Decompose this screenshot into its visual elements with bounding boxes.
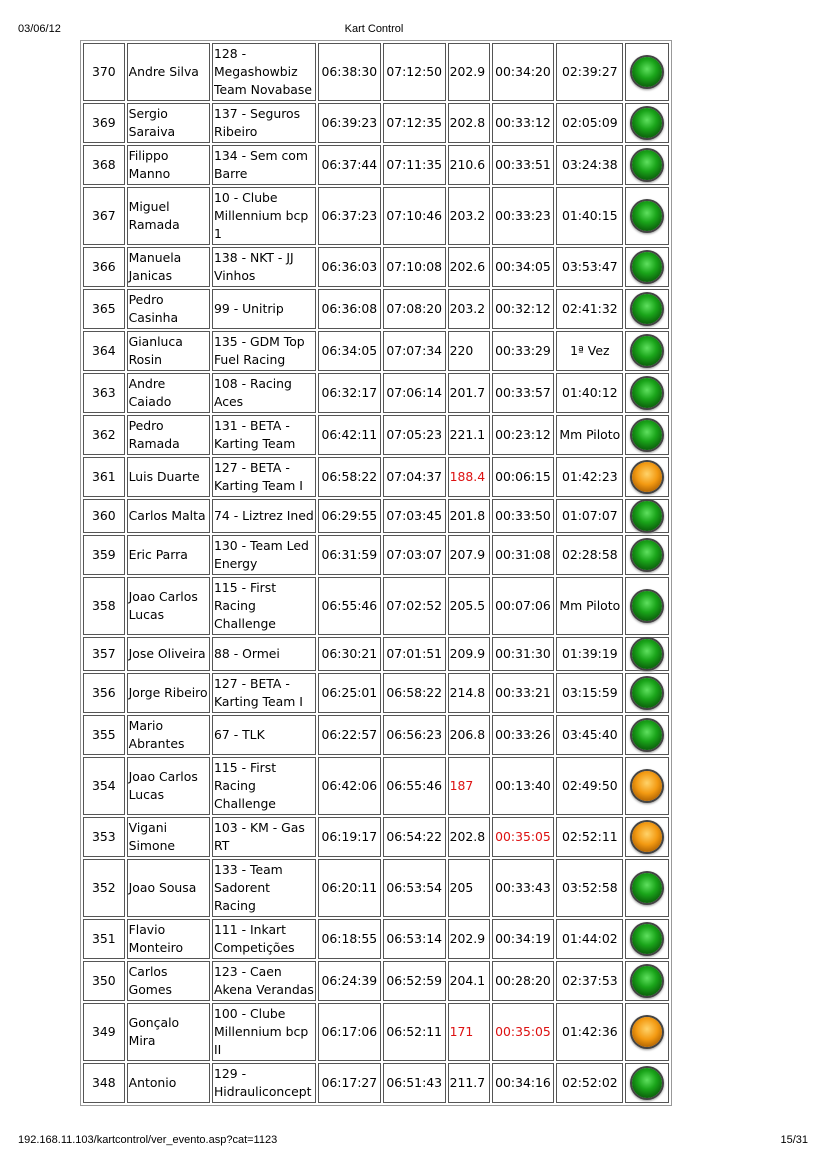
green-status-light-icon: [632, 720, 662, 750]
driver-name-cell: Filippo Manno: [127, 145, 210, 185]
table-row: [83, 247, 669, 287]
lap-time-cell: 00:33:43: [492, 859, 555, 917]
start-time-cell: 06:17:27: [318, 1063, 381, 1103]
speed-cell: 202.9: [448, 43, 490, 101]
status-cell: [625, 535, 669, 575]
page-url: 192.168.11.103/kartcontrol/ver_evento.asp?cat=1123: [18, 1134, 278, 1146]
status-cell: [625, 859, 669, 917]
end-time-cell: 07:11:35: [383, 145, 446, 185]
lap-number-cell: 348: [83, 1063, 125, 1103]
orange-status-light-icon: [632, 1017, 662, 1047]
start-time-cell: 06:38:30: [318, 43, 381, 101]
orange-status-light-icon: [632, 822, 662, 852]
start-time-cell: 06:25:01: [318, 673, 381, 713]
green-status-light-icon: [632, 678, 662, 708]
lap-number-cell: 361: [83, 457, 125, 497]
lap-number-cell: 368: [83, 145, 125, 185]
driver-name-cell: Gianluca Rosin: [127, 331, 210, 371]
driver-name-cell: Gonçalo Mira: [127, 1003, 210, 1061]
end-time-cell: 07:08:20: [383, 289, 446, 329]
best-time-cell: Mm Piloto: [556, 577, 623, 635]
green-status-light-icon: [632, 873, 662, 903]
speed-cell: 171: [448, 1003, 490, 1061]
driver-name-cell: Luis Duarte: [127, 457, 210, 497]
table-row: [83, 673, 669, 713]
team-name-cell: 10 - Clube Millennium bcp 1: [212, 187, 316, 245]
end-time-cell: 07:12:50: [383, 43, 446, 101]
status-cell: [625, 145, 669, 185]
speed-cell: 210.6: [448, 145, 490, 185]
end-time-cell: 06:54:22: [383, 817, 446, 857]
start-time-cell: 06:36:08: [318, 289, 381, 329]
end-time-cell: 07:01:51: [383, 637, 446, 671]
table-row: [83, 373, 669, 413]
start-time-cell: 06:42:11: [318, 415, 381, 455]
driver-name-cell: Flavio Monteiro: [127, 919, 210, 959]
table-row: [83, 1003, 669, 1061]
driver-name-cell: Jose Oliveira: [127, 637, 210, 671]
lap-number-cell: 366: [83, 247, 125, 287]
team-name-cell: 108 - Racing Aces: [212, 373, 316, 413]
team-name-cell: 127 - BETA - Karting Team I: [212, 673, 316, 713]
driver-name-cell: Miguel Ramada: [127, 187, 210, 245]
green-status-light-icon: [632, 336, 662, 366]
driver-name-cell: Pedro Ramada: [127, 415, 210, 455]
start-time-cell: 06:36:03: [318, 247, 381, 287]
end-time-cell: 07:12:35: [383, 103, 446, 143]
end-time-cell: 07:07:34: [383, 331, 446, 371]
best-time-cell: 03:24:38: [556, 145, 623, 185]
lap-time-cell: 00:28:20: [492, 961, 555, 1001]
team-name-cell: 100 - Clube Millennium bcp II: [212, 1003, 316, 1061]
status-cell: [625, 415, 669, 455]
team-name-cell: 135 - GDM Top Fuel Racing: [212, 331, 316, 371]
best-time-cell: 01:44:02: [556, 919, 623, 959]
table-row: [83, 1063, 669, 1103]
lap-time-cell: 00:33:26: [492, 715, 555, 755]
speed-cell: 214.8: [448, 673, 490, 713]
lap-number-cell: 353: [83, 817, 125, 857]
orange-status-light-icon: [632, 462, 662, 492]
end-time-cell: 07:10:08: [383, 247, 446, 287]
best-time-cell: 01:42:36: [556, 1003, 623, 1061]
end-time-cell: 06:51:43: [383, 1063, 446, 1103]
best-time-cell: 02:37:53: [556, 961, 623, 1001]
status-cell: [625, 637, 669, 671]
green-status-light-icon: [632, 639, 662, 669]
lap-number-cell: 349: [83, 1003, 125, 1061]
lap-time-cell: 00:34:05: [492, 247, 555, 287]
speed-cell: 209.9: [448, 637, 490, 671]
best-time-cell: 03:15:59: [556, 673, 623, 713]
end-time-cell: 07:03:45: [383, 499, 446, 533]
best-time-cell: 01:42:23: [556, 457, 623, 497]
lap-time-cell: 00:06:15: [492, 457, 555, 497]
speed-cell: 201.7: [448, 373, 490, 413]
lap-time-cell: 00:07:06: [492, 577, 555, 635]
table-row: [83, 535, 669, 575]
team-name-cell: 67 - TLK: [212, 715, 316, 755]
end-time-cell: 06:53:14: [383, 919, 446, 959]
lap-number-cell: 359: [83, 535, 125, 575]
lap-time-cell: 00:33:21: [492, 673, 555, 713]
lap-number-cell: 370: [83, 43, 125, 101]
lap-number-cell: 369: [83, 103, 125, 143]
team-name-cell: 137 - Seguros Ribeiro: [212, 103, 316, 143]
start-time-cell: 06:20:11: [318, 859, 381, 917]
table-row: [83, 43, 669, 101]
page-number: 15/31: [780, 1134, 808, 1146]
orange-status-light-icon: [632, 771, 662, 801]
lap-time-cell: 00:32:12: [492, 289, 555, 329]
green-status-light-icon: [632, 378, 662, 408]
status-cell: [625, 103, 669, 143]
green-status-light-icon: [632, 591, 662, 621]
lap-time-cell: 00:34:16: [492, 1063, 555, 1103]
speed-cell: 205: [448, 859, 490, 917]
green-status-light-icon: [632, 540, 662, 570]
speed-cell: 188.4: [448, 457, 490, 497]
speed-cell: 202.6: [448, 247, 490, 287]
team-name-cell: 74 - Liztrez Ined: [212, 499, 316, 533]
driver-name-cell: Jorge Ribeiro: [127, 673, 210, 713]
table-row: [83, 961, 669, 1001]
status-cell: [625, 289, 669, 329]
speed-cell: 220: [448, 331, 490, 371]
team-name-cell: 138 - NKT - JJ Vinhos: [212, 247, 316, 287]
team-name-cell: 88 - Ormei: [212, 637, 316, 671]
table-row: [83, 499, 669, 533]
green-status-light-icon: [632, 420, 662, 450]
status-cell: [625, 457, 669, 497]
end-time-cell: 06:55:46: [383, 757, 446, 815]
table-row: [83, 415, 669, 455]
end-time-cell: 07:04:37: [383, 457, 446, 497]
driver-name-cell: Manuela Janicas: [127, 247, 210, 287]
green-status-light-icon: [632, 294, 662, 324]
speed-cell: 187: [448, 757, 490, 815]
lap-number-cell: 364: [83, 331, 125, 371]
results-table-container: [80, 40, 672, 1128]
start-time-cell: 06:58:22: [318, 457, 381, 497]
best-time-cell: 1ª Vez: [556, 331, 623, 371]
lap-number-cell: 365: [83, 289, 125, 329]
driver-name-cell: Eric Parra: [127, 535, 210, 575]
status-cell: [625, 331, 669, 371]
table-row: [83, 637, 669, 671]
team-name-cell: 127 - BETA - Karting Team I: [212, 457, 316, 497]
lap-time-cell: 00:35:05: [492, 1003, 555, 1061]
end-time-cell: 06:52:59: [383, 961, 446, 1001]
lap-number-cell: 357: [83, 637, 125, 671]
results-table: [80, 40, 672, 1106]
best-time-cell: 02:52:02: [556, 1063, 623, 1103]
end-time-cell: 07:03:07: [383, 535, 446, 575]
driver-name-cell: Andre Silva: [127, 43, 210, 101]
status-cell: [625, 43, 669, 101]
team-name-cell: 134 - Sem com Barre: [212, 145, 316, 185]
lap-time-cell: 00:33:50: [492, 499, 555, 533]
best-time-cell: 02:05:09: [556, 103, 623, 143]
lap-time-cell: 00:23:12: [492, 415, 555, 455]
best-time-cell: 02:39:27: [556, 43, 623, 101]
status-cell: [625, 1003, 669, 1061]
lap-time-cell: 00:34:19: [492, 919, 555, 959]
lap-time-cell: 00:33:12: [492, 103, 555, 143]
start-time-cell: 06:19:17: [318, 817, 381, 857]
team-name-cell: 111 - Inkart Competições: [212, 919, 316, 959]
lap-number-cell: 352: [83, 859, 125, 917]
team-name-cell: 133 - Team Sadorent Racing: [212, 859, 316, 917]
best-time-cell: 03:53:47: [556, 247, 623, 287]
team-name-cell: 115 - First Racing Challenge: [212, 757, 316, 815]
start-time-cell: 06:32:17: [318, 373, 381, 413]
lap-number-cell: 355: [83, 715, 125, 755]
start-time-cell: 06:24:39: [318, 961, 381, 1001]
end-time-cell: 07:05:23: [383, 415, 446, 455]
table-row: [83, 289, 669, 329]
driver-name-cell: Mario Abrantes: [127, 715, 210, 755]
table-row: [83, 757, 669, 815]
table-row: [83, 919, 669, 959]
speed-cell: 203.2: [448, 289, 490, 329]
start-time-cell: 06:30:21: [318, 637, 381, 671]
driver-name-cell: Antonio: [127, 1063, 210, 1103]
lap-time-cell: 00:33:51: [492, 145, 555, 185]
status-cell: [625, 187, 669, 245]
print-date: 03/06/12: [18, 23, 61, 35]
driver-name-cell: Joao Carlos Lucas: [127, 757, 210, 815]
driver-name-cell: Joao Sousa: [127, 859, 210, 917]
speed-cell: 205.5: [448, 577, 490, 635]
driver-name-cell: Carlos Malta: [127, 499, 210, 533]
start-time-cell: 06:18:55: [318, 919, 381, 959]
lap-number-cell: 367: [83, 187, 125, 245]
team-name-cell: 128 - Megashowbiz Team Novabase: [212, 43, 316, 101]
green-status-light-icon: [632, 501, 662, 531]
table-row: [83, 331, 669, 371]
status-cell: [625, 577, 669, 635]
best-time-cell: 02:49:50: [556, 757, 623, 815]
table-row: [83, 859, 669, 917]
table-row: [83, 457, 669, 497]
table-row: [83, 715, 669, 755]
end-time-cell: 07:06:14: [383, 373, 446, 413]
status-cell: [625, 817, 669, 857]
team-name-cell: 103 - KM - Gas RT: [212, 817, 316, 857]
team-name-cell: 129 - Hidrauliconcept: [212, 1063, 316, 1103]
speed-cell: 204.1: [448, 961, 490, 1001]
best-time-cell: 02:52:11: [556, 817, 623, 857]
lap-time-cell: 00:35:05: [492, 817, 555, 857]
status-cell: [625, 961, 669, 1001]
status-cell: [625, 247, 669, 287]
table-row: [83, 103, 669, 143]
speed-cell: 207.9: [448, 535, 490, 575]
table-row: [83, 187, 669, 245]
start-time-cell: 06:22:57: [318, 715, 381, 755]
lap-number-cell: 351: [83, 919, 125, 959]
speed-cell: 203.2: [448, 187, 490, 245]
speed-cell: 211.7: [448, 1063, 490, 1103]
end-time-cell: 06:53:54: [383, 859, 446, 917]
lap-time-cell: 00:13:40: [492, 757, 555, 815]
end-time-cell: 07:10:46: [383, 187, 446, 245]
lap-number-cell: 354: [83, 757, 125, 815]
end-time-cell: 06:58:22: [383, 673, 446, 713]
speed-cell: 202.8: [448, 817, 490, 857]
status-cell: [625, 919, 669, 959]
lap-number-cell: 356: [83, 673, 125, 713]
green-status-light-icon: [632, 252, 662, 282]
start-time-cell: 06:17:06: [318, 1003, 381, 1061]
table-row: [83, 817, 669, 857]
status-cell: [625, 757, 669, 815]
status-cell: [625, 1063, 669, 1103]
speed-cell: 202.9: [448, 919, 490, 959]
best-time-cell: 03:45:40: [556, 715, 623, 755]
end-time-cell: 06:56:23: [383, 715, 446, 755]
speed-cell: 201.8: [448, 499, 490, 533]
driver-name-cell: Sergio Saraiva: [127, 103, 210, 143]
lap-time-cell: 00:33:23: [492, 187, 555, 245]
driver-name-cell: Joao Carlos Lucas: [127, 577, 210, 635]
lap-number-cell: 358: [83, 577, 125, 635]
team-name-cell: 131 - BETA - Karting Team: [212, 415, 316, 455]
lap-time-cell: 00:33:57: [492, 373, 555, 413]
driver-name-cell: Pedro Casinha: [127, 289, 210, 329]
driver-name-cell: Vigani Simone: [127, 817, 210, 857]
best-time-cell: 01:07:07: [556, 499, 623, 533]
end-time-cell: 07:02:52: [383, 577, 446, 635]
green-status-light-icon: [632, 201, 662, 231]
status-cell: [625, 499, 669, 533]
lap-time-cell: 00:33:29: [492, 331, 555, 371]
green-status-light-icon: [632, 966, 662, 996]
speed-cell: 206.8: [448, 715, 490, 755]
start-time-cell: 06:29:55: [318, 499, 381, 533]
page-title: Kart Control: [344, 23, 404, 35]
driver-name-cell: Andre Caiado: [127, 373, 210, 413]
start-time-cell: 06:37:44: [318, 145, 381, 185]
best-time-cell: Mm Piloto: [556, 415, 623, 455]
end-time-cell: 06:52:11: [383, 1003, 446, 1061]
team-name-cell: 123 - Caen Akena Verandas: [212, 961, 316, 1001]
speed-cell: 202.8: [448, 103, 490, 143]
start-time-cell: 06:39:23: [318, 103, 381, 143]
lap-time-cell: 00:34:20: [492, 43, 555, 101]
lap-number-cell: 362: [83, 415, 125, 455]
table-row: [83, 577, 669, 635]
lap-time-cell: 00:31:30: [492, 637, 555, 671]
team-name-cell: 99 - Unitrip: [212, 289, 316, 329]
start-time-cell: 06:34:05: [318, 331, 381, 371]
green-status-light-icon: [632, 924, 662, 954]
team-name-cell: 115 - First Racing Challenge: [212, 577, 316, 635]
green-status-light-icon: [632, 57, 662, 87]
team-name-cell: 130 - Team Led Energy: [212, 535, 316, 575]
start-time-cell: 06:55:46: [318, 577, 381, 635]
lap-number-cell: 350: [83, 961, 125, 1001]
table-row: [83, 145, 669, 185]
best-time-cell: 01:39:19: [556, 637, 623, 671]
status-cell: [625, 673, 669, 713]
green-status-light-icon: [632, 150, 662, 180]
start-time-cell: 06:31:59: [318, 535, 381, 575]
start-time-cell: 06:42:06: [318, 757, 381, 815]
green-status-light-icon: [632, 1068, 662, 1098]
best-time-cell: 01:40:12: [556, 373, 623, 413]
status-cell: [625, 715, 669, 755]
best-time-cell: 01:40:15: [556, 187, 623, 245]
lap-number-cell: 360: [83, 499, 125, 533]
green-status-light-icon: [632, 108, 662, 138]
driver-name-cell: Carlos Gomes: [127, 961, 210, 1001]
lap-time-cell: 00:31:08: [492, 535, 555, 575]
best-time-cell: 02:41:32: [556, 289, 623, 329]
status-cell: [625, 373, 669, 413]
start-time-cell: 06:37:23: [318, 187, 381, 245]
best-time-cell: 03:52:58: [556, 859, 623, 917]
best-time-cell: 02:28:58: [556, 535, 623, 575]
lap-number-cell: 363: [83, 373, 125, 413]
speed-cell: 221.1: [448, 415, 490, 455]
